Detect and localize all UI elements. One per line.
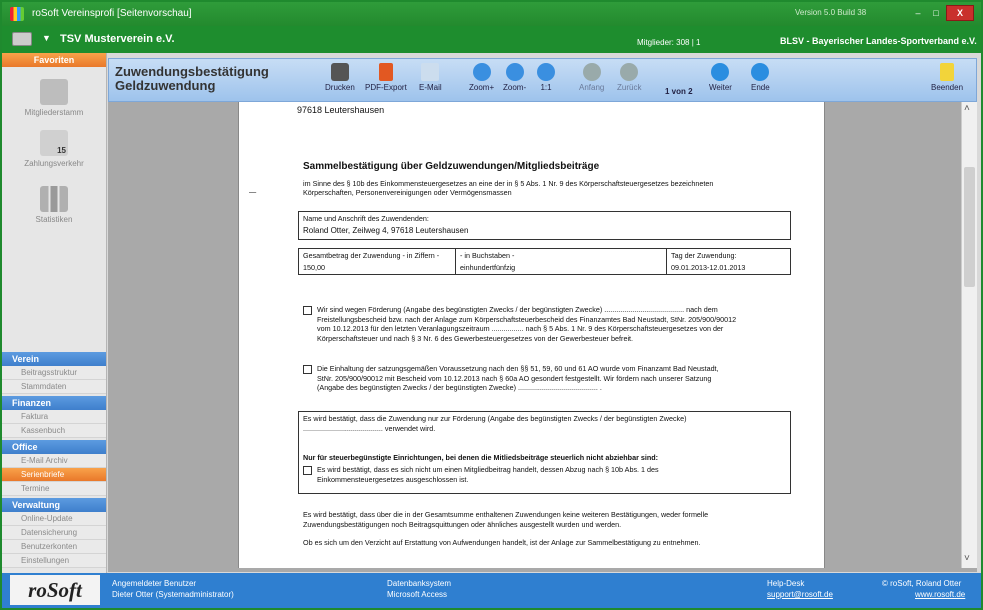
- confirmation-box: [298, 411, 791, 494]
- membership-checkbox[interactable]: [303, 466, 312, 475]
- pdf-icon: [379, 63, 393, 81]
- exemption-text: Freistellungsbescheid bzw. nach der Anlage zum Körperschaftsteuerbescheid des Finanzamtes Bad Neustadt, StNr. 205/900/90012: [317, 314, 737, 324]
- app-icon: [10, 7, 24, 21]
- club-name: TSV Musterverein e.V.: [60, 33, 175, 45]
- amount-value: 150,00: [303, 263, 325, 272]
- intro-line1: im Sinne des § 10b des Einkommensteuergesetzes an eine der in § 5 Abs. 1 Nr. 9 des Körperschaftsteuergesetzes bezeichneten: [303, 179, 714, 188]
- helpdesk-label: Help-Desk: [767, 579, 805, 588]
- intro-line2: Körperschaften, Personenvereinigungen oder Vermögensmassen: [303, 188, 512, 197]
- document-page: [238, 102, 825, 568]
- last-page-button[interactable]: [751, 63, 770, 92]
- sidebar-item-stammdaten[interactable]: Stammdaten: [2, 380, 106, 394]
- printer-icon[interactable]: [12, 32, 32, 46]
- page-indicator: 1 von 2: [665, 87, 693, 96]
- first-page-button[interactable]: [579, 63, 604, 92]
- exemption-text: Körperschaftsteuer und nach § 3 Nr. 6 des Gewerbesteuergesetzes von der Gewerbesteuer befreit.: [317, 333, 634, 343]
- margin-mark: —: [249, 187, 257, 196]
- sidebar-item-kassenbuch[interactable]: Kassenbuch: [2, 424, 106, 438]
- print-button[interactable]: [325, 63, 355, 92]
- association-name: BLSV - Bayerischer Landes-Sportverband e.V.: [780, 36, 977, 46]
- last-page-icon: [751, 63, 769, 81]
- db-value: Microsoft Access: [387, 590, 448, 599]
- sidebar-item-benutzerkonten[interactable]: Benutzerkonten: [2, 540, 106, 554]
- section-verwaltung[interactable]: Verwaltung: [2, 498, 106, 512]
- final-line2: Zuwendungsbestätigungen noch Beitragsquittungen oder ähnliches ausgestellt wurden und werden.: [303, 520, 622, 529]
- website-link[interactable]: www.rosoft.de: [915, 590, 966, 599]
- button-label: Zoom-: [503, 83, 527, 92]
- calendar-icon: [40, 130, 68, 156]
- zoom-out-icon: [506, 63, 524, 81]
- sidebar-item-termine[interactable]: Termine: [2, 482, 106, 496]
- support-email-link[interactable]: support@rosoft.de: [767, 590, 833, 599]
- exemption-text: vom 10.12.2013 für den letzten Veranlagungszeitraum ................ nach § 5 Abs. 1 Nr. 9 des Körperschaftsteuergesetzes von der: [317, 324, 724, 333]
- zoom-in-button[interactable]: [469, 63, 494, 92]
- sidebar-item-beitragsstruktur[interactable]: Beitragsstruktur: [2, 366, 106, 380]
- exemption-text: Wir sind wegen Förderung (Angabe des begünstigten Zwecks / der begünstigten Zwecke) ........................................ nach dem: [317, 305, 718, 314]
- title-bar: [2, 2, 981, 26]
- statute-option: [303, 364, 719, 393]
- document-title-line1: Zuwendungsbestätigung: [115, 64, 269, 79]
- section-office[interactable]: Office: [2, 440, 106, 454]
- chevron-down-icon[interactable]: ▼: [42, 33, 51, 43]
- sidebar-item-zahlungsverkehr[interactable]: [2, 130, 106, 168]
- statistics-icon: [40, 186, 68, 212]
- window-title: roSoft Vereinsprofi [Seitenvorschau]: [32, 8, 192, 19]
- statute-text: (Angabe des begünstigten Zwecks / der begünstigten Zwecke) ........................................ .: [317, 383, 602, 392]
- document-title-line2: Geldzuwendung: [115, 78, 216, 93]
- sidebar-item-mitgliederstamm[interactable]: [2, 79, 106, 117]
- sidebar: [2, 53, 107, 573]
- printer-icon: [331, 63, 349, 81]
- vertical-scrollbar[interactable]: [961, 102, 977, 568]
- button-label: Weiter: [709, 83, 732, 92]
- close-button[interactable]: X: [946, 5, 974, 21]
- status-bar: [2, 573, 981, 608]
- db-label: Datenbanksystem: [387, 579, 452, 588]
- preview-toolbar: [108, 58, 977, 102]
- words-cell: [456, 249, 667, 274]
- note-bold: Nur für steuerbegünstigte Einrichtungen, bei denen die Mitliedsbeiträge steuerlich nicht abziehbar sind:: [303, 453, 659, 462]
- button-label: Zoom+: [469, 83, 495, 92]
- email-button[interactable]: [419, 63, 442, 92]
- sidebar-item-label: Zahlungsverkehr: [24, 159, 84, 168]
- button-label: Zurück: [617, 83, 642, 92]
- membership-text: Es wird bestätigt, dass es sich nicht um einen Mitgliedbeitrag handelt, dessen Abzug nach § 10b Abs. 1 des: [317, 465, 659, 474]
- exit-button[interactable]: [931, 63, 963, 92]
- button-label: 1:1: [540, 83, 552, 92]
- sidebar-item-einstellungen[interactable]: Einstellungen: [2, 554, 106, 568]
- member-list-icon: [40, 79, 68, 105]
- final-line3: Ob es sich um den Verzicht auf Erstattung von Aufwendungen handelt, ist der Anlage zur Sammelbestätigung zu entnehmen.: [303, 538, 701, 547]
- button-label: PDF-Export: [365, 83, 407, 92]
- date-value: 09.01.2013-12.01.2013: [671, 263, 746, 272]
- exit-door-icon: [940, 63, 954, 81]
- next-page-icon: [711, 63, 729, 81]
- pdf-export-button[interactable]: [365, 63, 407, 92]
- sidebar-item-datensicherung[interactable]: Datensicherung: [2, 526, 106, 540]
- member-count: Mitglieder: 308 | 1: [637, 38, 701, 47]
- membership-text: Einkommensteuergesetzes ausgeschlossen ist.: [317, 475, 469, 484]
- email-icon: [421, 63, 439, 81]
- section-verein[interactable]: Verein: [2, 352, 106, 366]
- minimize-button[interactable]: –: [915, 8, 921, 18]
- final-line1: Es wird bestätigt, dass über die in der Gesamtsumme enthaltenen Zuwendungen keine weiteren Bestätigungen, weder formelle: [303, 510, 709, 519]
- words-value: einhundertfünfzig: [460, 263, 516, 272]
- statute-text: StNr. 205/900/90012 mit Bescheid vom 10.12.2013 nach § 60a AO gesondert festgestellt. Wir fördern nach unserer Satzung: [317, 373, 712, 383]
- maximize-button[interactable]: □: [933, 8, 939, 18]
- favorites-header[interactable]: Favoriten: [2, 53, 106, 67]
- scroll-down-icon[interactable]: ˅: [964, 553, 970, 564]
- version-label: Version 5.0 Build 38: [795, 8, 867, 17]
- user-value: Dieter Otter (Systemadministrator): [112, 590, 234, 599]
- preview-area: [108, 102, 977, 572]
- button-label: Ende: [751, 83, 770, 92]
- sidebar-item-faktura[interactable]: Faktura: [2, 410, 106, 424]
- button-label: E-Mail: [419, 83, 442, 92]
- donor-label: Name und Anschrift des Zuwendenden:: [303, 214, 429, 223]
- button-label: Drucken: [325, 83, 355, 92]
- sidebar-item-serienbriefe[interactable]: Serienbriefe: [2, 468, 106, 482]
- statute-text: Die Einhaltung der satzungsgemäßen Voraussetzung nach den §§ 51, 59, 60 und 61 AO wurde vom Finanzamt Bad Neustadt,: [317, 364, 719, 373]
- zoom-in-icon: [473, 63, 491, 81]
- rosoft-logo: roSoft: [10, 575, 100, 605]
- club-header: [2, 26, 981, 53]
- sidebar-item-label: Mitgliederstamm: [24, 108, 84, 117]
- words-label: - in Buchstaben -: [460, 251, 515, 260]
- exemption-checkbox[interactable]: [303, 306, 312, 315]
- donor-value: Roland Otter, Zeilweg 4, 97618 Leutershausen: [303, 226, 469, 235]
- button-label: Anfang: [579, 83, 605, 92]
- user-label: Angemeldeter Benutzer: [112, 579, 197, 588]
- statute-checkbox[interactable]: [303, 365, 312, 374]
- exemption-option: [303, 305, 736, 343]
- sidebar-item-statistiken[interactable]: [2, 186, 106, 224]
- first-page-icon: [583, 63, 601, 81]
- zoom-reset-icon: [537, 63, 555, 81]
- amount-cell: [299, 249, 456, 274]
- copyright: © roSoft, Roland Otter: [882, 579, 962, 588]
- previous-page-icon: [620, 63, 638, 81]
- confirmation-line2: ........................................ verwendet wird.: [303, 424, 436, 433]
- button-label: Beenden: [931, 83, 964, 92]
- document-heading: Sammelbestätigung über Geldzuwendungen/Mitgliedsbeiträge: [303, 161, 600, 172]
- sidebar-item-label: Statistiken: [35, 215, 73, 224]
- zoom-100-button[interactable]: [537, 63, 555, 92]
- document-title: [115, 65, 269, 93]
- address-tail: 97618 Leutershausen: [297, 105, 385, 115]
- amount-label: Gesamtbetrag der Zuwendung - in Ziffern -: [303, 251, 440, 260]
- donor-box: [298, 211, 791, 240]
- zoom-out-button[interactable]: [503, 63, 526, 92]
- section-finanzen[interactable]: Finanzen: [2, 396, 106, 410]
- scroll-thumb[interactable]: [964, 167, 975, 287]
- amount-box: [298, 248, 791, 275]
- next-page-button[interactable]: [709, 63, 732, 92]
- confirmation-line1: Es wird bestätigt, dass die Zuwendung nur zur Förderung (Angabe des begünstigten Zwecks / der begünstigten Zwecke): [303, 414, 687, 423]
- sidebar-item-email-archiv[interactable]: E-Mail Archiv: [2, 454, 106, 468]
- previous-page-button[interactable]: [617, 63, 641, 92]
- calendar-day: 15: [57, 146, 66, 155]
- sidebar-item-online-update[interactable]: Online-Update: [2, 512, 106, 526]
- scroll-up-icon[interactable]: ˄: [964, 103, 970, 114]
- date-label: Tag der Zuwendung:: [671, 251, 737, 260]
